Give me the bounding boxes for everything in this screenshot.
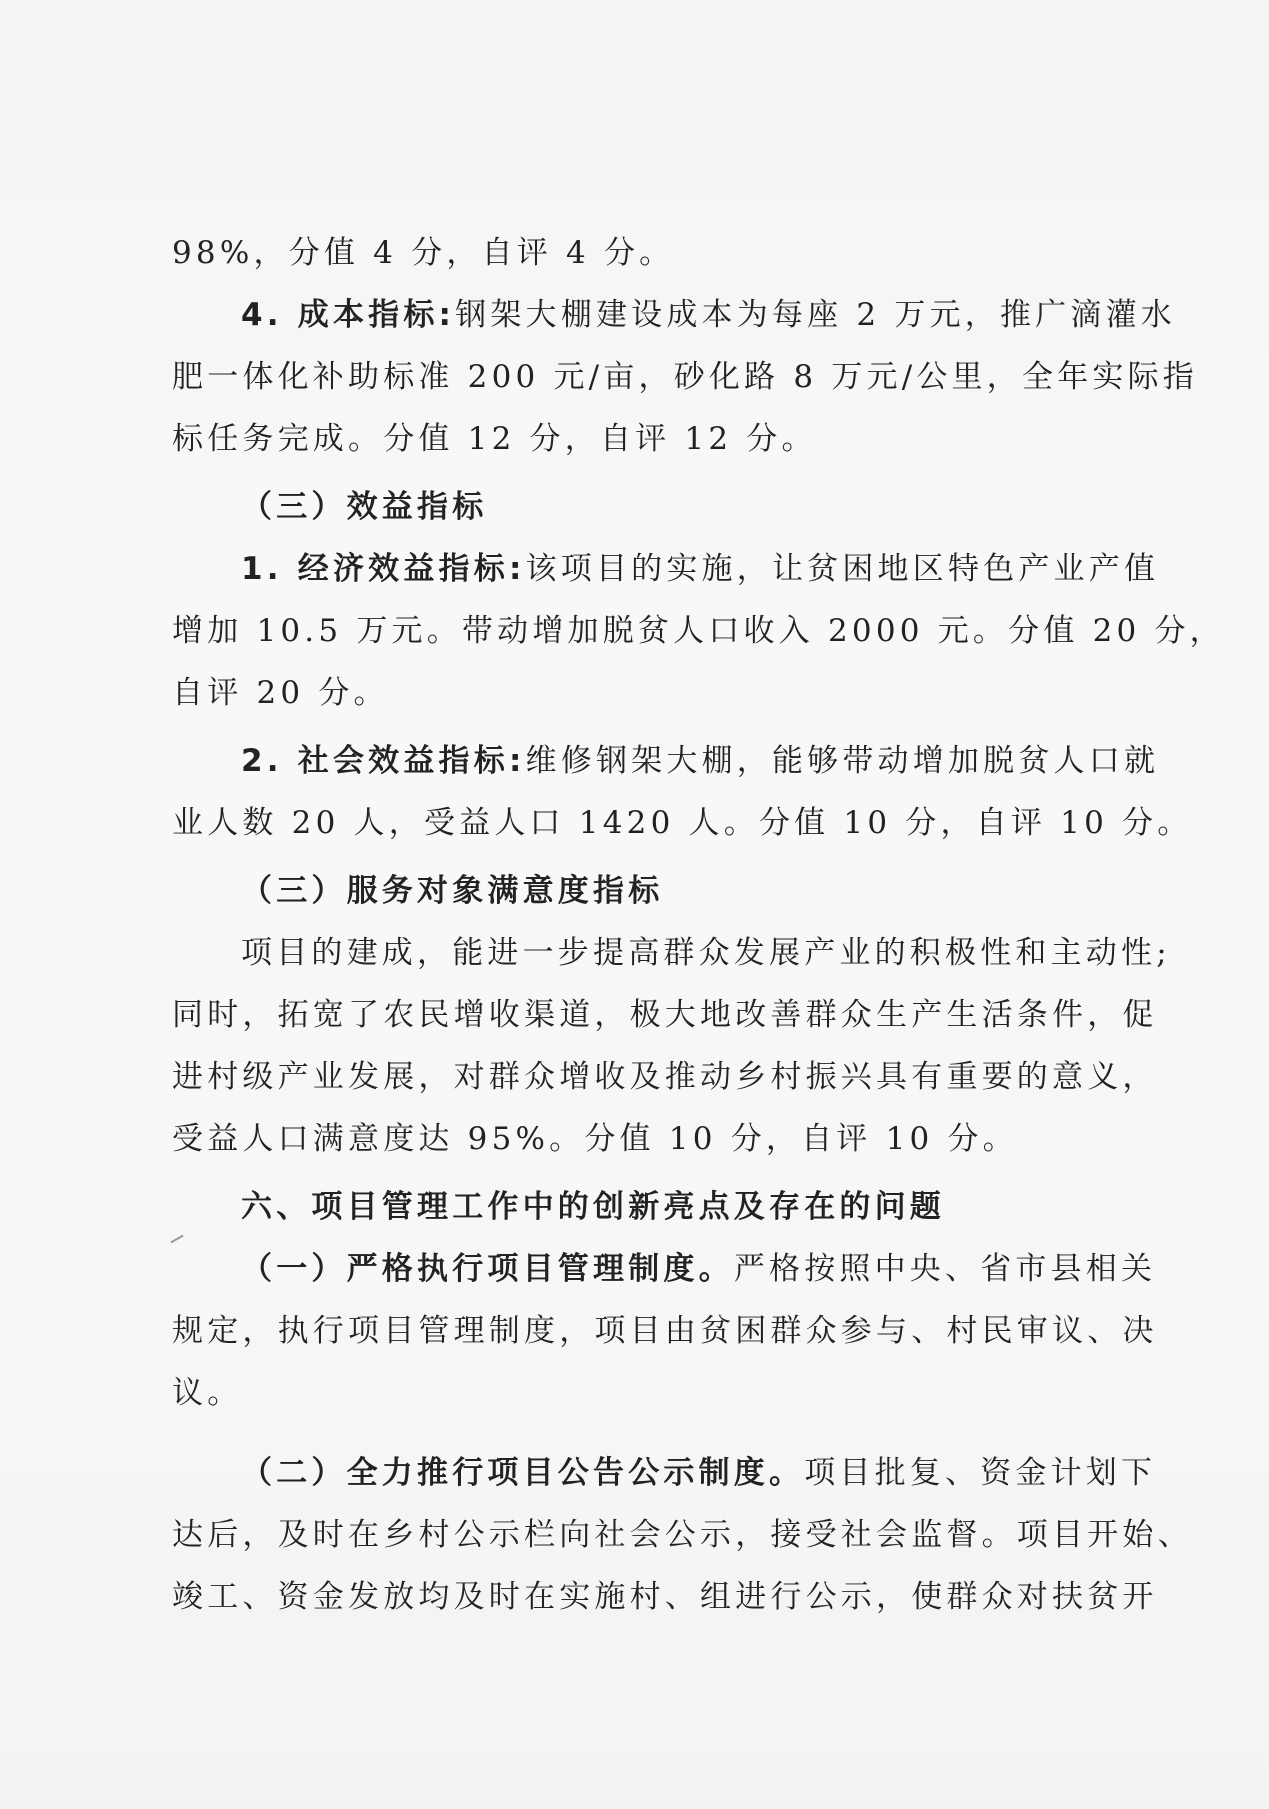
paragraph-text: 钢架大棚建设成本为每座 2 万元，推广滴灌水 xyxy=(455,297,1176,333)
section-heading-innovation: 六、项目管理工作中的创新亮点及存在的问题 xyxy=(241,1189,945,1225)
paragraph-satisfaction: 项目的建成，能进一步提高群众发展产业的积极性和主动性; xyxy=(241,935,1171,971)
text-line: 受益人口满意度达 95%。分值 10 分，自评 10 分。 xyxy=(172,1121,1018,1157)
paragraph-text: 该项目的实施，让贫困地区特色产业产值 xyxy=(525,551,1160,587)
text-line: 98%，分值 4 分，自评 4 分。 xyxy=(172,235,675,271)
paragraph-lead: （一）严格执行项目管理制度。 xyxy=(241,1251,734,1287)
paragraph-lead: （二）全力推行项目公告公示制度。 xyxy=(241,1455,805,1491)
paragraph-lead: 4. 成本指标: xyxy=(241,297,456,333)
paragraph-text: 维修钢架大棚，能够带动增加脱贫人口就 xyxy=(525,743,1160,779)
text-line: 自评 20 分。 xyxy=(172,675,389,711)
text-line: 达后，及时在乡村公示栏向社会公示，接受社会监督。项目开始、 xyxy=(172,1517,1193,1553)
text-line: 议。 xyxy=(172,1375,243,1411)
text-line: 肥一体化补助标准 200 元/亩，砂化路 8 万元/公里，全年实际指 xyxy=(172,359,1198,395)
text-line: 业人数 20 人，受益人口 1420 人。分值 10 分，自评 10 分。 xyxy=(172,805,1193,841)
text-line: 同时，拓宽了农民增收渠道，极大地改善群众生产生活条件，促 xyxy=(172,997,1158,1033)
paragraph-economic-benefit xyxy=(172,538,1160,600)
text-line: 标任务完成。分值 12 分，自评 12 分。 xyxy=(172,421,817,457)
paragraph-social-benefit xyxy=(172,730,1160,792)
section-heading-benefit: （三）效益指标 xyxy=(241,489,488,525)
section-heading-satisfaction: （三）服务对象满意度指标 xyxy=(241,873,664,909)
paragraph-text: 项目批复、资金计划下 xyxy=(804,1455,1157,1491)
paragraph-cost-indicator xyxy=(172,284,1176,346)
text-line: 增加 10.5 万元。带动增加脱贫人口收入 2000 元。分值 20 分， xyxy=(172,613,1225,649)
text-line: 规定，执行项目管理制度，项目由贫困群众参与、村民审议、决 xyxy=(172,1313,1158,1349)
paragraph-public-notice xyxy=(172,1442,1157,1504)
paragraph-lead: 2. 社会效益指标: xyxy=(241,743,526,779)
text-line: 进村级产业发展，对群众增收及推动乡村振兴具有重要的意义， xyxy=(172,1059,1158,1095)
text-line: 竣工、资金发放均及时在实施村、组进行公示，使群众对扶贫开 xyxy=(172,1579,1158,1615)
document-body xyxy=(172,222,1225,1628)
paragraph-lead: 1. 经济效益指标: xyxy=(241,551,526,587)
paragraph-text: 严格按照中央、省市县相关 xyxy=(733,1251,1157,1287)
paragraph-management-system xyxy=(172,1238,1157,1300)
